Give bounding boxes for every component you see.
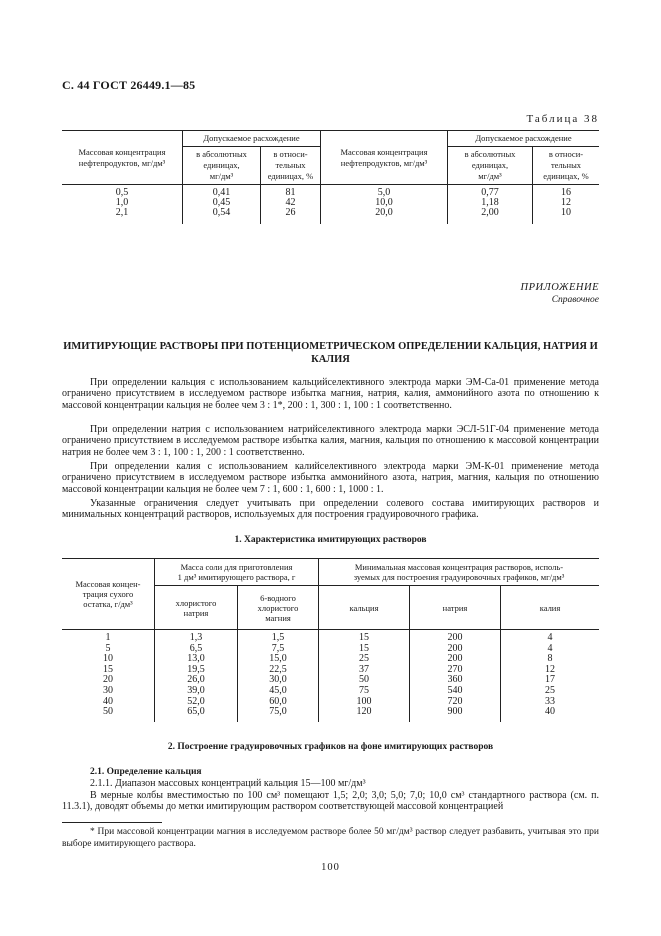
t1-cell: 15 xyxy=(319,630,410,644)
t1-cell: 8 xyxy=(547,653,553,665)
t38-cell: 0,5 xyxy=(62,185,183,199)
table-row xyxy=(62,185,599,199)
t1-cell: 360 xyxy=(410,675,501,686)
t38-rel-l2: тельных xyxy=(275,160,306,170)
t1-cell: 19,5 xyxy=(155,665,238,676)
t1-cell: 10 xyxy=(62,654,155,665)
t1-cell: 1 xyxy=(62,630,155,644)
t1-cell: 50 xyxy=(62,707,155,722)
t38-cell: 0,77 xyxy=(448,185,533,199)
t1-cell: 720 xyxy=(410,697,501,708)
t1-cell: 25 xyxy=(319,654,410,665)
t1-mass-l1: Массовая концен- xyxy=(75,579,141,589)
table-row xyxy=(62,665,599,676)
t1-cell: 900 xyxy=(410,707,501,722)
paragraph-limits: Указанные ограничения следует учитывать при определении солевого состава имитирующих растворов и минимальных концентраций растворов, используемых для построения градуировочного графика. xyxy=(62,498,599,521)
t1-cell: 37 xyxy=(319,665,410,676)
section-2-1-heading: 2.1. Определение кальция xyxy=(90,767,202,777)
t1-cell: 40 xyxy=(62,697,155,708)
t1-salt-l2: 1 дм³ имитирующего раствора, г xyxy=(177,572,296,582)
table-38-title: Таблица 38 xyxy=(526,113,599,125)
t1-cell: 20 xyxy=(62,675,155,686)
t1-cell: 22,5 xyxy=(238,665,319,676)
table-row xyxy=(62,654,599,665)
t38-abs-l2: единицах, xyxy=(203,160,240,170)
t38-cell: 2,1 xyxy=(62,208,183,224)
t1-cell: 1,3 xyxy=(155,630,238,644)
paragraph-potassium: При определении калия с использованием калийселективного электрода марки ЭМ-К-01 применение метода ограничено присутствием в исследуемом растворе избытка аммонийного азота, натрия, магния, кальция по отношению массовой концентрации кальция не более чем 7 : 1, 600 : 1, 600 : 1, 1000 : 1. xyxy=(62,461,599,495)
table-row xyxy=(62,686,599,697)
t38-abs-r-l1: в абсолютных xyxy=(464,149,516,159)
t1-cell: 1,5 xyxy=(238,630,319,644)
table-row xyxy=(62,644,599,655)
t1-cell: 15 xyxy=(319,644,410,655)
footnote-rule xyxy=(62,822,162,823)
appendix-label xyxy=(521,281,600,307)
appendix-subtitle: Справочное xyxy=(551,295,599,305)
t38-col-dev-right: Допускаемое расхождение xyxy=(448,131,600,147)
t1-cell: 13,0 xyxy=(155,654,238,665)
t38-rel-r-l3: единицах, % xyxy=(543,171,589,181)
t1-col-k: калия xyxy=(501,586,600,630)
section-2-heading: 2. Построение градуировочных графиков на фоне имитирующих растворов xyxy=(167,742,494,752)
page-number: 100 xyxy=(321,862,340,873)
table-row xyxy=(62,675,599,686)
t1-cell: 75 xyxy=(319,686,410,697)
t1-cell: 50 xyxy=(319,675,410,686)
t1-cell: 15,0 xyxy=(238,654,319,665)
t38-cell: 12 xyxy=(561,197,571,208)
t1-cell: 26,0 xyxy=(155,675,238,686)
t38-col-conc-r-l1: Массовая концентрация xyxy=(340,146,428,157)
paragraph-sodium: При определении натрия с использованием натрийселективного электрода марки ЭСЛ-51Г-04 применение метода ограничено присутствием в исследуемом растворе избытка калия, магния, кальция по отношению к массовой концентрации натрия не более чем 3 : 1, 100 : 1, 200 : 1 соответственно. xyxy=(62,424,599,458)
t38-abs-r-l2: единицах, xyxy=(471,160,509,170)
table-row xyxy=(62,697,599,708)
t1-mass-l3: остатка, г/дм³ xyxy=(83,599,133,609)
t1-cell: 65,0 xyxy=(155,707,238,722)
table-38 xyxy=(62,130,599,224)
t38-cell: 16 xyxy=(561,187,571,198)
t38-abs-l1: в абсолютных xyxy=(196,149,247,159)
paragraph-calcium: При определении кальция с использованием кальцийселективного электрода марки ЭМ-Са-01 применение метода ограничено присутствием в исследуемом растворе избытка магния, натрия, калия, аммонийного азота по отношению к массовой концентрации кальция не более чем 3 : 1*, 200 : 1, 300 : 1, 100 : 1 соответственно. xyxy=(62,377,599,411)
t1-cell: 100 xyxy=(319,697,410,708)
t1-cell: 4 xyxy=(547,642,553,654)
t1-cell: 17 xyxy=(545,674,555,686)
t1-cell: 40 xyxy=(545,706,555,718)
t38-abs-l3: мг/дм³ xyxy=(209,171,234,181)
t38-rel-r-l2: тельных xyxy=(550,160,582,170)
table-row xyxy=(62,208,599,224)
table-row xyxy=(62,198,599,208)
t38-col-conc-r-l2: нефтепродуктов, мг/дм³ xyxy=(340,157,428,168)
section-1-heading: 1. Характеристика имитирующих растворов xyxy=(234,535,427,545)
table-row xyxy=(62,707,599,722)
t38-cell: 81 xyxy=(261,185,321,199)
paragraph-2-1-1: 2.1.1. Диапазон массовых концентраций кальция 15—100 мг/дм³ xyxy=(90,778,366,789)
t38-cell: 1,0 xyxy=(62,198,183,208)
t1-cell: 4 xyxy=(547,632,553,643)
t1-mg-salt-l1: 6-водного xyxy=(260,592,296,603)
paragraph-2-1-1-body: В мерные колбы вместимостью по 100 см³ помещают 1,5; 2,0; 3,0; 5,0; 7,0; 10,0 см³ стандартного раствора (см. п. 11.3.1), доводят объемы до метки имитирующим раствором соответствующей массовой концентрацией xyxy=(62,790,599,813)
t1-min-l1: Минимальная массовая концентрация растворов, исполь- xyxy=(354,562,564,572)
t38-col-dev-left: Допускаемое расхождение xyxy=(183,131,321,147)
t1-cell: 200 xyxy=(410,654,501,665)
t1-cell: 120 xyxy=(319,707,410,722)
t1-cell: 200 xyxy=(410,644,501,655)
t1-mass-l2: трация сухого xyxy=(82,589,134,599)
t1-cell: 45,0 xyxy=(238,686,319,697)
t1-cell: 7,5 xyxy=(238,644,319,655)
t38-abs-r-l3: мг/дм³ xyxy=(478,171,502,181)
t1-cell: 200 xyxy=(410,630,501,644)
t38-col-conc-l1: Массовая концентрация xyxy=(78,146,166,157)
t1-col-ca: кальция xyxy=(319,586,410,630)
t1-cell: 39,0 xyxy=(155,686,238,697)
t38-rel-l3: единицах, % xyxy=(267,171,314,181)
t38-cell: 10,0 xyxy=(321,198,448,208)
t1-cell: 33 xyxy=(545,695,555,707)
t1-mg-salt-l2: хлористого xyxy=(257,602,299,613)
t1-cell: 30 xyxy=(62,686,155,697)
t1-cell: 60,0 xyxy=(238,697,319,708)
t1-cell: 540 xyxy=(410,686,501,697)
t1-mg-salt-l3: магния xyxy=(265,612,291,623)
t38-rel-r-l1: в относи- xyxy=(548,149,584,159)
t1-cell: 30,0 xyxy=(238,675,319,686)
appendix-title: ПРИЛОЖЕНИЕ xyxy=(520,282,599,293)
t38-cell: 0,41 xyxy=(183,185,261,199)
t38-cell: 1,18 xyxy=(448,198,533,208)
t38-cell: 2,00 xyxy=(448,208,533,224)
t38-cell: 0,54 xyxy=(183,208,261,224)
t38-cell: 10 xyxy=(561,207,571,218)
t38-rel-l1: в относи- xyxy=(273,149,308,159)
t1-cell: 12 xyxy=(545,663,555,675)
t1-cell: 15 xyxy=(62,665,155,676)
t1-cell: 5 xyxy=(62,644,155,655)
t1-na-salt-l2: натрия xyxy=(183,607,209,618)
t38-cell: 5,0 xyxy=(321,185,448,199)
t1-cell: 52,0 xyxy=(155,697,238,708)
t1-cell: 6,5 xyxy=(155,644,238,655)
t1-cell: 25 xyxy=(545,684,555,696)
t38-cell: 20,0 xyxy=(321,208,448,224)
t1-cell: 75,0 xyxy=(238,707,319,722)
t38-cell: 0,45 xyxy=(183,198,261,208)
t1-col-na: натрия xyxy=(410,586,501,630)
page-header: С. 44 ГОСТ 26449.1—85 xyxy=(62,78,196,92)
table-row xyxy=(62,630,599,644)
footnote: * При массовой концентрации магния в исследуемом растворе более 50 мг/дм³ раствор следует разбавить, учитывая это при выборе имитирующего раствора. xyxy=(62,827,599,849)
t38-cell: 26 xyxy=(261,208,321,224)
table-1 xyxy=(62,558,599,722)
t1-na-salt-l1: хлористого xyxy=(175,597,217,608)
t1-salt-l1: Масса соли для приготовления xyxy=(180,562,293,572)
page-title: ИМИТИРУЮЩИЕ РАСТВОРЫ ПРИ ПОТЕНЦИОМЕТРИЧЕСКОМ ОПРЕДЕЛЕНИИ КАЛЬЦИЯ, НАТРИЯ И КАЛИЯ xyxy=(63,341,598,365)
t1-cell: 270 xyxy=(410,665,501,676)
t38-cell: 42 xyxy=(261,198,321,208)
t1-min-l2: зуемых для построения градуировочных графиков, мг/дм³ xyxy=(353,572,565,582)
t38-col-conc-l2: нефтепродуктов, мг/дм³ xyxy=(78,157,166,168)
